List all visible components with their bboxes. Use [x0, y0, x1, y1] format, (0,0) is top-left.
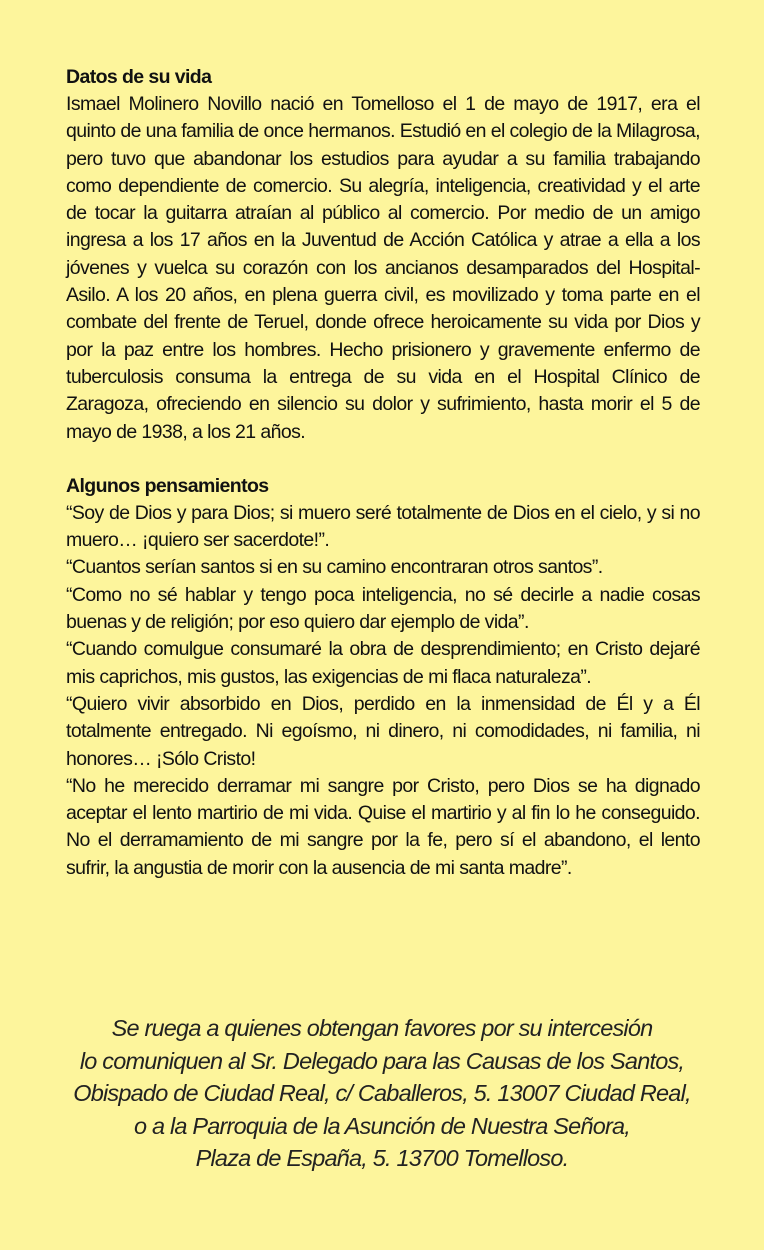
- notice-line-5: Plaza de España, 5. 13700 Tomelloso.: [195, 1145, 569, 1171]
- notice-line-2: lo comuniquen al Sr. Delegado para las Causas de los Santos,: [79, 1047, 685, 1074]
- section-heading-pensamientos: Algunos pensamientos: [66, 474, 269, 497]
- quote-4: “Cuando comulgue consumaré la obra de desprendimiento; en Cristo dejaré mis caprichos, mis gustos, las exigencias de mi flaca naturaleza”.: [66, 638, 700, 688]
- quote-3: “Como no sé hablar y tengo poca inteligencia, no sé decirle a nadie cosas buenas y de religión; por eso quiero dar ejemplo de vida”.: [66, 583, 700, 634]
- intercession-notice: [0, 1012, 764, 1175]
- quote-1: “Soy de Dios y para Dios; si muero seré totalmente de Dios en el cielo, y si no muero… ¡quiero ser sacerdote!”.: [66, 501, 700, 552]
- section-spacer: [66, 446, 700, 473]
- quote-6: “No he merecido derramar mi sangre por Cristo, pero Dios se ha dignado aceptar el lento martirio de mi vida. Quise el martirio y al fin lo he conseguido. No el derramamiento de mi sangre por la fe, pero sí el abandono, el lento sufrir, la angustia de morir con la ausencia de mi santa madre”.: [66, 774, 700, 879]
- notice-line-3: Obispado de Ciudad Real, c/ Caballeros, 5. 13007 Ciudad Real,: [73, 1080, 691, 1106]
- main-content: [66, 64, 700, 882]
- section-heading-vida: Datos de su vida: [66, 66, 212, 88]
- notice-line-4: o a la Parroquia de la Asunción de Nuestra Señora,: [133, 1112, 631, 1139]
- quote-2: “Cuantos serían santos si en su camino encontraran otros santos”.: [66, 556, 603, 579]
- notice-line-1: Se ruega a quienes obtengan favores por su intercesión: [111, 1015, 653, 1041]
- quote-5: “Quiero vivir absorbido en Dios, perdido en la inmensidad de Él y a Él totalmente entregado. Ni egoísmo, ni dinero, ni comodidades, ni familia, ni honores… ¡Sólo Cristo!: [66, 692, 700, 770]
- biography-paragraph: Ismael Molinero Novillo nació en Tomelloso el 1 de mayo de 1917, era el quinto de una familia de once hermanos. Estudió en el colegio de la Milagrosa, pero tuvo que abandonar los estudios para ayudar a su familia trabajando como dependiente de comercio. Su alegría, inteligencia, creatividad y el arte de tocar la guitarra atraían al público al comercio. Por medio de un amigo ingresa a los 17 años en la Juventud de Acción Católica y atrae a ella a los jóvenes y vuelca su corazón con los ancianos desamparados del Hospital-Asilo. A los 20 años, en plena guerra civil, es movilizado y toma parte en el combate del frente de Teruel, donde ofrece heroicamente su vida por Dios y por la paz entre los hombres. Hecho prisionero y gravemente enfermo de tuberculosis consuma la entrega de su vida en el Hospital Clínico de Zaragoza, ofreciendo en silencio su dolor y sufrimiento, hasta morir el 5 de mayo de 1938, a los 21 años.: [66, 93, 700, 443]
